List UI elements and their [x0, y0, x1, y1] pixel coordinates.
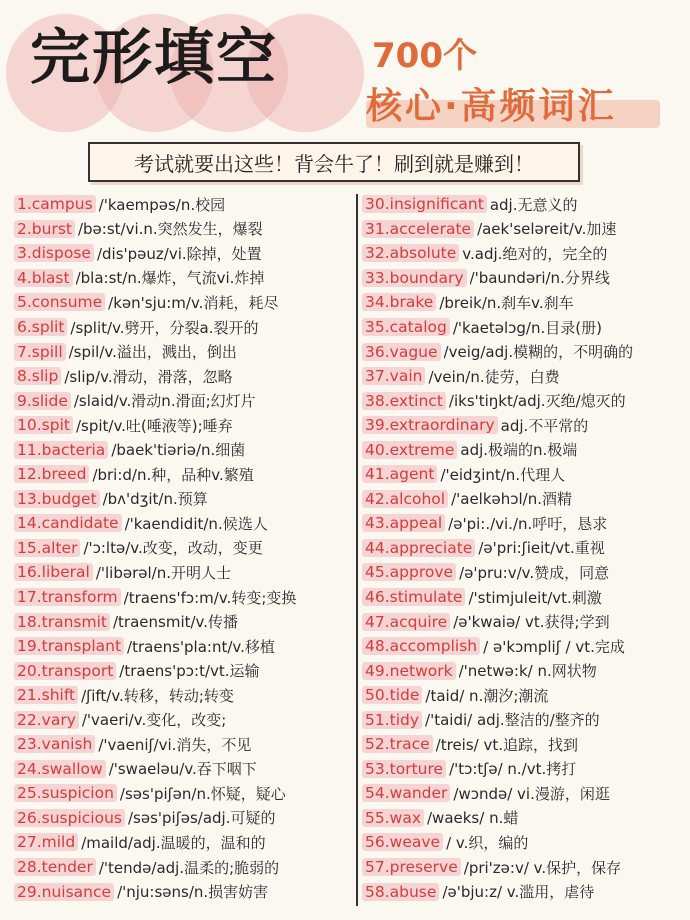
vocab-word: 22.vary	[14, 711, 79, 729]
word-entry	[362, 217, 688, 242]
vocab-word: 50.tide	[362, 686, 422, 704]
word-entry	[362, 585, 688, 610]
word-entry	[362, 806, 688, 831]
vocab-word: 5.consume	[14, 293, 105, 311]
word-entry	[14, 830, 354, 855]
vocab-word: 49.network	[362, 662, 456, 680]
vocab-definition: /'tendə/adj.温柔的;脆弱的	[98, 858, 280, 877]
vocab-definition: /ə'pri:ʃieit/vt.重视	[478, 539, 605, 558]
vocab-word: 8.slip	[14, 367, 61, 385]
vocab-word: 1.campus	[14, 195, 96, 213]
vocab-definition: /bʌ'dʒit/n.预算	[102, 490, 208, 509]
vocab-word: 2.burst	[14, 220, 75, 238]
word-entry	[362, 487, 688, 512]
vocab-definition: /traens'fɔ:m/v.转变;变换	[123, 588, 297, 607]
vocab-word: 19.transplant	[14, 637, 124, 655]
subtitle-topic	[366, 78, 666, 128]
word-entry	[362, 388, 688, 413]
vocab-word: 41.agent	[362, 465, 437, 483]
vocab-definition: / v.织，编的	[446, 833, 529, 852]
word-entry	[362, 757, 688, 782]
vocab-word: 25.suspicion	[14, 784, 117, 802]
vocab-word: 6.split	[14, 318, 67, 336]
vocab-definition: /taid/ n.潮汐;潮流	[425, 686, 549, 705]
vocab-definition: /ə'kwaiə/ vt.获得;学到	[453, 613, 610, 632]
word-entry	[362, 855, 688, 880]
vocab-definition: /traensmit/v.传播	[112, 613, 239, 632]
vocab-definition: /'vaeri/v.变化，改变;	[81, 711, 227, 730]
vocab-definition: /'kaendidit/n.候选人	[124, 514, 268, 533]
word-entry	[362, 437, 688, 462]
word-entry	[14, 437, 354, 462]
vocab-word: 31.accelerate	[362, 220, 474, 238]
vocab-definition: /'swaeləu/v.吞下咽下	[108, 760, 257, 779]
word-entry	[14, 879, 354, 904]
vocab-definition: /'kaetəlɔg/n.目录(册)	[452, 318, 602, 337]
vocab-word: 14.candidate	[14, 514, 122, 532]
vocab-definition: /'baundəri/n.分界线	[469, 269, 610, 288]
subtitle-count: 700个	[372, 36, 477, 76]
vocab-word: 55.wax	[362, 809, 424, 827]
vocab-definition: /ʃift/v.转移，转动;转变	[81, 686, 234, 705]
word-entry	[362, 339, 688, 364]
vocab-word: 52.trace	[362, 735, 433, 753]
word-entry	[362, 732, 688, 757]
vocab-definition: /pri'zə:v/ v.保护，保存	[463, 858, 622, 877]
vocab-word: 10.spit	[14, 416, 73, 434]
vocab-word: 13.budget	[14, 490, 100, 508]
vocab-word: 15.alter	[14, 539, 80, 557]
vocab-definition: /ə'pi:./vi./n.呼吁，恳求	[448, 514, 608, 533]
vocab-word: 54.wander	[362, 784, 450, 802]
word-entry	[14, 413, 354, 438]
word-entry	[14, 511, 354, 536]
vocab-definition: /maild/adj.温暖的，温和的	[81, 833, 266, 852]
vocab-definition: /'libərəl/n.开明人士	[95, 563, 231, 582]
vocab-definition: /'nju:səns/n.损害妨害	[117, 883, 269, 902]
vocab-word: 48.accomplish	[362, 637, 480, 655]
vocab-definition: /'aelkəhɔl/n.酒精	[451, 490, 573, 509]
vocab-word: 37.vain	[362, 367, 425, 385]
word-entry	[362, 364, 688, 389]
vocab-word: 11.bacteria	[14, 441, 108, 459]
word-entry	[362, 315, 688, 340]
vocab-definition: /baek'tiəriə/n.细菌	[111, 441, 246, 460]
word-entry	[362, 511, 688, 536]
word-entry	[14, 781, 354, 806]
vocab-word: 53.torture	[362, 760, 446, 778]
vocab-word: 42.alcohol	[362, 490, 448, 508]
vocab-definition: /slaid/v.滑动n.滑面;幻灯片	[73, 392, 256, 411]
vocab-definition: /iks'tiŋkt/adj.灭绝/熄灭的	[448, 392, 626, 411]
vocab-word: 18.transmit	[14, 613, 110, 631]
column-divider	[356, 194, 358, 906]
vocab-word: 39.extraordinary	[362, 416, 498, 434]
vocab-word: 40.extreme	[362, 441, 457, 459]
vocab-word: 35.catalog	[362, 318, 450, 336]
vocab-definition: adj.无意义的	[489, 195, 578, 214]
vocab-definition: /traens'pɔ:t/vt.运输	[119, 662, 260, 681]
word-entry	[14, 609, 354, 634]
vocab-word: 30.insignificant	[362, 195, 487, 213]
word-entry	[14, 757, 354, 782]
word-entry	[362, 658, 688, 683]
word-entry	[14, 339, 354, 364]
vocab-definition: /'ɔ:ltə/v.改变，改动，变更	[83, 539, 263, 558]
word-entry	[362, 192, 688, 217]
vocab-definition: /vein/n.徒劳，白费	[428, 367, 560, 386]
vocab-definition: /aek'seləreit/v.加速	[477, 220, 617, 239]
left-word-list	[14, 192, 354, 904]
word-entry	[362, 634, 688, 659]
vocab-word: 9.slide	[14, 392, 71, 410]
vocab-definition: /'stimjuleit/vt.刺激	[468, 588, 602, 607]
word-entry	[14, 462, 354, 487]
vocab-definition: /kən'sju:m/v.消耗，耗尽	[108, 293, 279, 312]
vocab-word: 26.suspicious	[14, 809, 125, 827]
word-entry	[14, 290, 354, 315]
word-entry	[14, 364, 354, 389]
vocab-definition: /veig/adj.模糊的，不明确的	[443, 343, 634, 362]
vocab-definition: / ə'kɔmpliʃ / vt.完成	[483, 637, 625, 656]
word-entry	[14, 315, 354, 340]
vocab-word: 44.appreciate	[362, 539, 475, 557]
vocab-word: 58.abuse	[362, 883, 439, 901]
subtitle-topic-text: 核心·高频词汇	[366, 86, 617, 127]
word-entry	[14, 266, 354, 291]
word-entry	[14, 388, 354, 413]
vocab-definition: /traens'pla:nt/v.移植	[127, 637, 275, 656]
vocab-word: 38.extinct	[362, 392, 446, 410]
word-entry	[362, 683, 688, 708]
vocab-word: 45.approve	[362, 563, 456, 581]
vocab-definition: /'tɔ:tʃə/ n./vt.拷打	[449, 760, 577, 779]
vocab-word: 24.swallow	[14, 760, 106, 778]
vocab-definition: /'kaempəs/n.校园	[98, 195, 226, 214]
word-entry	[362, 290, 688, 315]
vocab-word: 43.appeal	[362, 514, 445, 532]
word-entry	[14, 683, 354, 708]
vocab-word: 20.transport	[14, 662, 116, 680]
vocab-definition: adj.不平常的	[500, 416, 589, 435]
vocab-word: 36.vague	[362, 343, 441, 361]
word-entry	[14, 585, 354, 610]
word-entry	[362, 560, 688, 585]
word-entry	[14, 658, 354, 683]
word-entry	[362, 781, 688, 806]
word-entry	[14, 806, 354, 831]
word-entry	[14, 192, 354, 217]
vocab-word: 33.boundary	[362, 269, 467, 287]
right-word-list	[362, 192, 688, 904]
vocab-definition: v.adj.绝对的，完全的	[462, 244, 608, 263]
vocab-definition: /'taidi/ adj.整洁的/整齐的	[425, 711, 600, 730]
vocab-definition: /səs'piʃən/n.怀疑，疑心	[119, 784, 286, 803]
word-entry	[14, 536, 354, 561]
vocab-definition: /ə'pru:v/v.赞成，同意	[459, 563, 610, 582]
vocab-definition: /'eidʒint/n.代理人	[440, 465, 566, 484]
vocab-definition: /wɔndə/ vi.漫游，闲逛	[453, 784, 610, 803]
vocab-definition: /bri:d/n.种，品种v.繁殖	[92, 465, 254, 484]
word-entry	[14, 487, 354, 512]
vocab-definition: /'vaeniʃ/vi.消失，不见	[98, 735, 252, 754]
word-entry	[14, 855, 354, 880]
vocab-word: 16.liberal	[14, 563, 93, 581]
vocab-definition: /dis'pəuz/vi.除掉，处置	[96, 244, 262, 263]
vocab-definition: /breik/n.刹车v.刹车	[439, 293, 574, 312]
vocab-word: 34.brake	[362, 293, 436, 311]
word-entry	[362, 707, 688, 732]
vocab-word: 29.nuisance	[14, 883, 114, 901]
vocab-definition: /bə:st/vi.n.突然发生，爆裂	[77, 220, 263, 239]
word-entry	[14, 241, 354, 266]
word-entry	[362, 879, 688, 904]
vocab-definition: /'netwə:k/ n.网状物	[458, 662, 597, 681]
vocab-word: 51.tidy	[362, 711, 422, 729]
vocab-definition: /treis/ vt.追踪，找到	[435, 735, 579, 754]
vocab-word: 28.tender	[14, 858, 96, 876]
vocab-word: 4.blast	[14, 269, 73, 287]
vocab-definition: /slip/v.滑动，滑落，忽略	[64, 367, 233, 386]
vocab-word: 21.shift	[14, 686, 78, 704]
vocab-definition: /spil/v.溢出，溅出，倒出	[68, 343, 237, 362]
word-entry	[362, 609, 688, 634]
word-entry	[362, 241, 688, 266]
word-entry	[14, 707, 354, 732]
word-entry	[362, 266, 688, 291]
vocab-word: 7.spill	[14, 343, 66, 361]
vocab-word: 12.breed	[14, 465, 89, 483]
vocab-word: 23.vanish	[14, 735, 95, 753]
word-entry	[362, 830, 688, 855]
vocab-definition: /bla:st/n.爆炸，气流vi.炸掉	[75, 269, 265, 288]
vocab-word: 17.transform	[14, 588, 121, 606]
vocab-word: 56.weave	[362, 833, 443, 851]
vocab-definition: /səs'piʃəs/adj.可疑的	[127, 809, 276, 828]
page-title: 完形填空	[30, 23, 278, 93]
word-entry	[14, 560, 354, 585]
vocab-definition: /waeks/ n.蜡	[427, 809, 519, 828]
vocab-word: 32.absolute	[362, 244, 459, 262]
word-entry	[362, 462, 688, 487]
slogan-banner: 考试就要出这些！背会牛了！刷到就是赚到！	[88, 142, 580, 182]
vocab-definition: /ə'bju:z/ v.滥用，虐待	[442, 883, 595, 902]
word-entry	[14, 732, 354, 757]
vocab-word: 27.mild	[14, 833, 78, 851]
vocab-definition: adj.极端的n.极端	[460, 441, 578, 460]
vocab-word: 3.dispose	[14, 244, 94, 262]
vocab-word: 57.preserve	[362, 858, 461, 876]
vocab-definition: /split/v.劈开，分裂a.裂开的	[70, 318, 259, 337]
word-entry	[14, 634, 354, 659]
word-entry	[362, 413, 688, 438]
vocab-word: 46.stimulate	[362, 588, 465, 606]
vocab-word: 47.acquire	[362, 613, 450, 631]
word-entry	[14, 217, 354, 242]
word-entry	[362, 536, 688, 561]
vocab-definition: /spit/v.吐(唾液等);唾弃	[75, 416, 233, 435]
